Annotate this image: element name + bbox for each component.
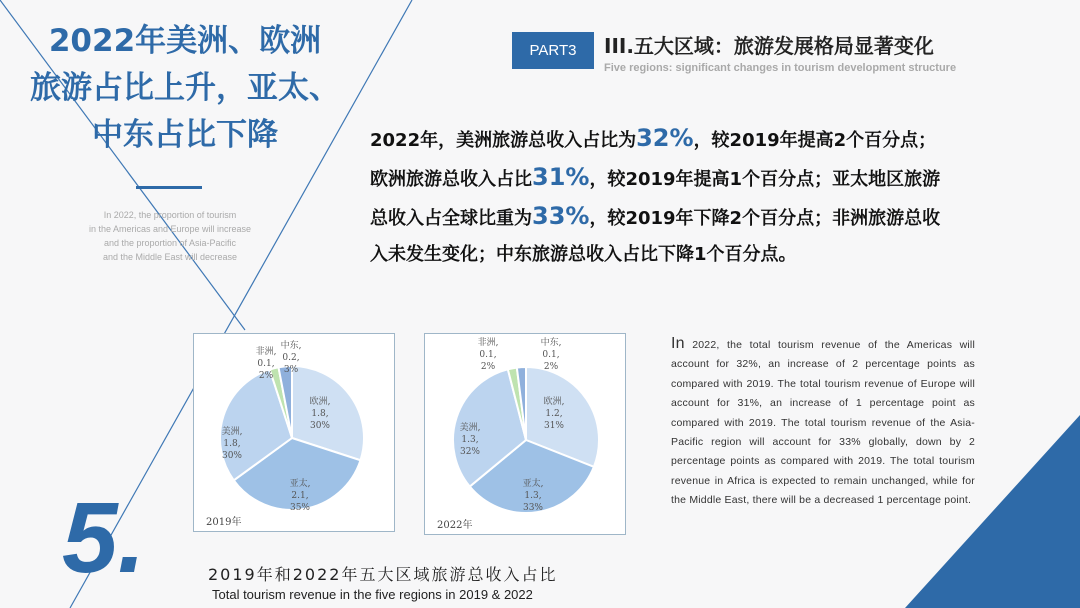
pie-slice-label: 中东, 0.2, 3% bbox=[280, 341, 302, 375]
english-description-text: 2022, the total tourism revenue of the Americas will account for 32%, an increase of 2 percentage points as compared with 2019. The total tourism revenue of Europe will account for 31%, an increase of 1 percentage point as compared with 2019. The total tourism revenue of the Asia-Pacific region will account for 33% globally, down by 2 percentage points as compared with 2019. The total tourism revenue in Africa is expected to remain unchanged, while for the Middle East, there will be a decreased 1 percentage point. bbox=[671, 339, 975, 507]
pie-chart-2019-svg bbox=[194, 334, 394, 531]
pie-chart-2022-svg bbox=[425, 334, 625, 534]
summary-paragraph bbox=[370, 120, 950, 273]
summary-text: ，较2019年提高2个百分点；欧洲旅游总收入占比 bbox=[370, 130, 937, 190]
title-english bbox=[70, 208, 270, 264]
pie-slice-label: 欧洲, 1.2, 31% bbox=[543, 397, 565, 431]
summary-text: ，较2019年提高1个百分点；亚太地区旅游总收入占全球比重为 bbox=[370, 169, 941, 229]
pie-slice-label: 亚太, 2.1, 35% bbox=[289, 479, 311, 513]
title-english-line: in the Americas and Europe will increase bbox=[88, 224, 252, 234]
pie-slice-label: 中东, 0.1, 2% bbox=[540, 338, 562, 372]
page-title bbox=[30, 18, 340, 159]
english-description-lead: In bbox=[671, 335, 685, 352]
summary-text: ，较2019年下降2个百分点；非洲旅游总收入未发生变化；中东旅游总收入占比下降1个百分点。 bbox=[370, 208, 941, 265]
title-english-line: and the Middle East will decrease bbox=[102, 252, 238, 262]
title-english-line: and the proportion of Asia-Pacific bbox=[103, 238, 237, 248]
english-description bbox=[671, 334, 975, 511]
europe-percent: 31% bbox=[532, 163, 590, 191]
pie-slice-label: 美洲, 1.3, 32% bbox=[459, 423, 481, 457]
pie-slice-label: 美洲, 1.8, 30% bbox=[221, 427, 243, 461]
title-divider bbox=[136, 186, 202, 189]
chart-caption-en: Total tourism revenue in the five regions in 2019 & 2022 bbox=[212, 587, 533, 602]
page-title-line: 2022年美洲、欧洲 bbox=[48, 23, 322, 59]
chart-caption-cn: 2019年和2022年五大区域旅游总收入占比 bbox=[208, 565, 558, 584]
pie-slice-label: 亚太, 1.3, 33% bbox=[522, 479, 544, 513]
section-title: III.五大区域：旅游发展格局显著变化 bbox=[604, 34, 934, 58]
chart-year-label: 2022年 bbox=[437, 520, 473, 531]
americas-percent: 32% bbox=[636, 124, 694, 152]
summary-text: 2022年，美洲旅游总收入占比为 bbox=[370, 130, 637, 151]
title-english-line: In 2022, the proportion of tourism bbox=[103, 210, 237, 220]
section-number: 5. bbox=[62, 482, 146, 594]
pie-chart-2019 bbox=[193, 333, 395, 532]
page-title-line: 旅游占比上升，亚太、 bbox=[30, 70, 340, 106]
pie-slice-label: 欧洲, 1.8, 30% bbox=[309, 397, 331, 431]
chart-year-label: 2019年 bbox=[206, 517, 242, 528]
section-subtitle: Five regions: significant changes in tourism development structure bbox=[604, 62, 957, 74]
pie-slice-label: 非洲, 0.1, 2% bbox=[255, 347, 277, 381]
pie-chart-2022 bbox=[424, 333, 626, 535]
pie-slice-label: 非洲, 0.1, 2% bbox=[477, 338, 499, 372]
asia-pacific-percent: 33% bbox=[532, 202, 590, 230]
part-badge: PART3 bbox=[512, 32, 594, 69]
page-title-line: 中东占比下降 bbox=[92, 117, 278, 153]
